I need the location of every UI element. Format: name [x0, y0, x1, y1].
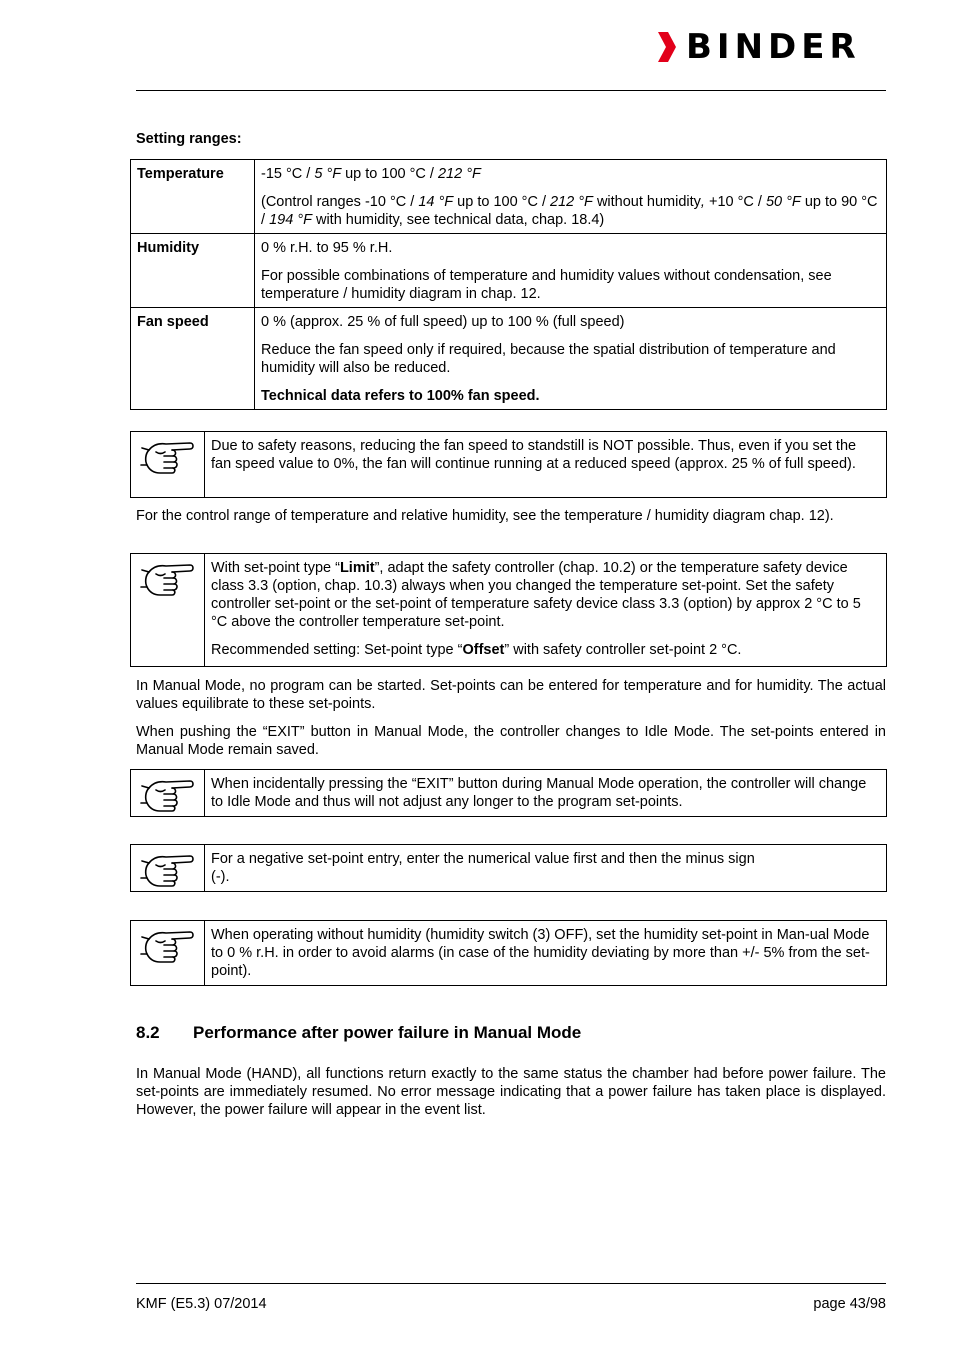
italic-text: 14 °F	[418, 194, 454, 210]
note-humidity-off	[130, 920, 887, 986]
note-line	[211, 775, 880, 811]
range-line	[261, 313, 880, 331]
text-run: 0 % r.H. to 95 % r.H.	[261, 240, 393, 256]
range-line	[261, 341, 880, 377]
note-text	[205, 770, 886, 816]
brand-name: BINDER	[686, 27, 861, 67]
note-line	[211, 850, 880, 868]
bold-text: Technical data refers to 100% fan speed.	[261, 388, 540, 404]
range-label: Temperature	[131, 160, 255, 234]
text-run: (Control ranges -10 °C /	[261, 194, 419, 210]
note-line	[211, 641, 880, 659]
text-run: up to 100 °C /	[341, 166, 438, 182]
paragraph-control-range: For the control range of temperature and relative humidity, see the temperature / humidity diagram chap. 12).	[136, 508, 834, 524]
bold-text: Limit	[339, 560, 375, 576]
text-run: Due to safety reasons, reducing the fan speed to standstill is NOT possible. Thus, even if you set the fan speed value to 0%, the fan will continue running at a reduced speed (approx. 25 % of full speed).	[211, 438, 857, 472]
binder-logo	[656, 27, 888, 67]
range-line	[261, 267, 880, 303]
table-row	[131, 308, 887, 410]
pointing-hand-icon	[131, 921, 205, 985]
note-line	[211, 437, 880, 473]
text-run: 0 % (approx. 25 % of full speed) up to 100 % (full speed)	[261, 314, 625, 330]
paragraph-manual-mode: In Manual Mode, no program can be started. Set-points can be entered for temperature and for humidity. The actual values equilibrate to these set-points.	[136, 678, 886, 712]
text-run: up to 100 °C /	[453, 194, 551, 210]
text-run: When incidentally pressing the “EXIT” button during Manual Mode operation, the controller will change to Idle Mode and thus will not adjust any longer to the program set-points.	[211, 776, 867, 810]
range-line	[261, 193, 880, 229]
note-text	[205, 921, 886, 985]
text-run: up to 90 °C /	[261, 194, 878, 228]
italic-text: 50 °F	[765, 194, 801, 210]
header-rule	[136, 90, 886, 91]
text-run: (-).	[211, 869, 230, 885]
note-line	[211, 868, 880, 886]
note-line	[211, 559, 880, 631]
paragraph-exit-button: When pushing the “EXIT” button in Manual Mode, the controller changes to Idle Mode. The set-points entered in Manual Mode remain saved.	[136, 724, 886, 758]
footer-page-number: page 43/98	[813, 1296, 886, 1312]
range-label: Fan speed	[131, 308, 255, 410]
note-fan-speed	[130, 431, 887, 498]
section-title: Performance after power failure in Manual Mode	[193, 1023, 582, 1042]
range-value	[255, 160, 887, 234]
setting-ranges-table	[130, 159, 887, 410]
note-line	[211, 926, 880, 980]
footer-rule	[136, 1283, 886, 1284]
pointing-hand-icon	[131, 554, 205, 666]
pointing-hand-icon	[131, 432, 205, 497]
note-negative-entry	[130, 844, 887, 892]
binder-logo-mark-icon	[656, 30, 684, 64]
pointing-hand-icon	[131, 770, 205, 816]
footer-doc-id: KMF (E5.3) 07/2014	[136, 1296, 267, 1312]
bold-text: Offset	[462, 642, 505, 658]
note-exit	[130, 769, 887, 817]
text-run: ” with safety controller set-point 2 °C.	[504, 642, 742, 658]
note-text	[205, 845, 886, 891]
range-value	[255, 234, 887, 308]
table-row	[131, 234, 887, 308]
italic-text: 194 °F	[269, 212, 312, 228]
italic-text: 212 °F	[550, 194, 593, 210]
text-run: Recommended setting: Set-point type “	[211, 642, 463, 658]
text-run: -15 °C /	[261, 166, 315, 182]
setting-ranges-title: Setting ranges:	[136, 131, 242, 147]
text-run: ”, adapt the safety controller (chap. 10.2) or the temperature safety device class 3.3 (option, chap. 10.3) always when you changed the temperature set-point. Set the safety controller set-point or the set-point of temperature safety device class 3.3 (option) by approx 2 °C to 5 °C above the controller temperature set-point.	[211, 560, 861, 630]
italic-text: 212 °F	[437, 166, 481, 182]
paragraph-power-failure: In Manual Mode (HAND), all functions return exactly to the same status the chamber had before power failure. The set-points are immediately resumed. No error message indicating that a power failure has taken place is displayed. However, the power failure will appear in the event list.	[136, 1066, 886, 1118]
note-text	[205, 554, 886, 666]
section-number: 8.2	[136, 1023, 160, 1042]
text-run: without humidity	[592, 194, 701, 210]
range-line	[261, 239, 880, 257]
text-run: Reduce the fan speed only if required, because the spatial distribution of temperature and humidity will also be reduced.	[261, 342, 836, 376]
text-run: For a negative set-point entry, enter the numerical value first and then the minus sign	[211, 851, 755, 867]
text-run: When operating without humidity (humidity switch (3) OFF), set the humidity set-point in Man-ual Mode to 0 % r.H. in order to avoid alarms (in case of the humidity deviating by more than +/- 5% from the set-point).	[211, 927, 870, 979]
text-run: +10 °C /	[704, 194, 766, 210]
pointing-hand-icon	[131, 845, 205, 891]
range-line	[261, 165, 880, 183]
range-value	[255, 308, 887, 410]
italic-text: ,	[700, 194, 705, 210]
text-run: with humidity, see technical data, chap. 18.4)	[311, 212, 605, 228]
note-limit-setpoint	[130, 553, 887, 667]
table-row	[131, 160, 887, 234]
italic-text: 5 °F	[314, 166, 342, 182]
range-label: Humidity	[131, 234, 255, 308]
text-run: With set-point type “	[211, 560, 340, 576]
range-line	[261, 387, 880, 405]
note-text	[205, 432, 886, 497]
text-run: For possible combinations of temperature and humidity values without condensation, see temperature / humidity diagram in chap. 12.	[261, 268, 832, 302]
